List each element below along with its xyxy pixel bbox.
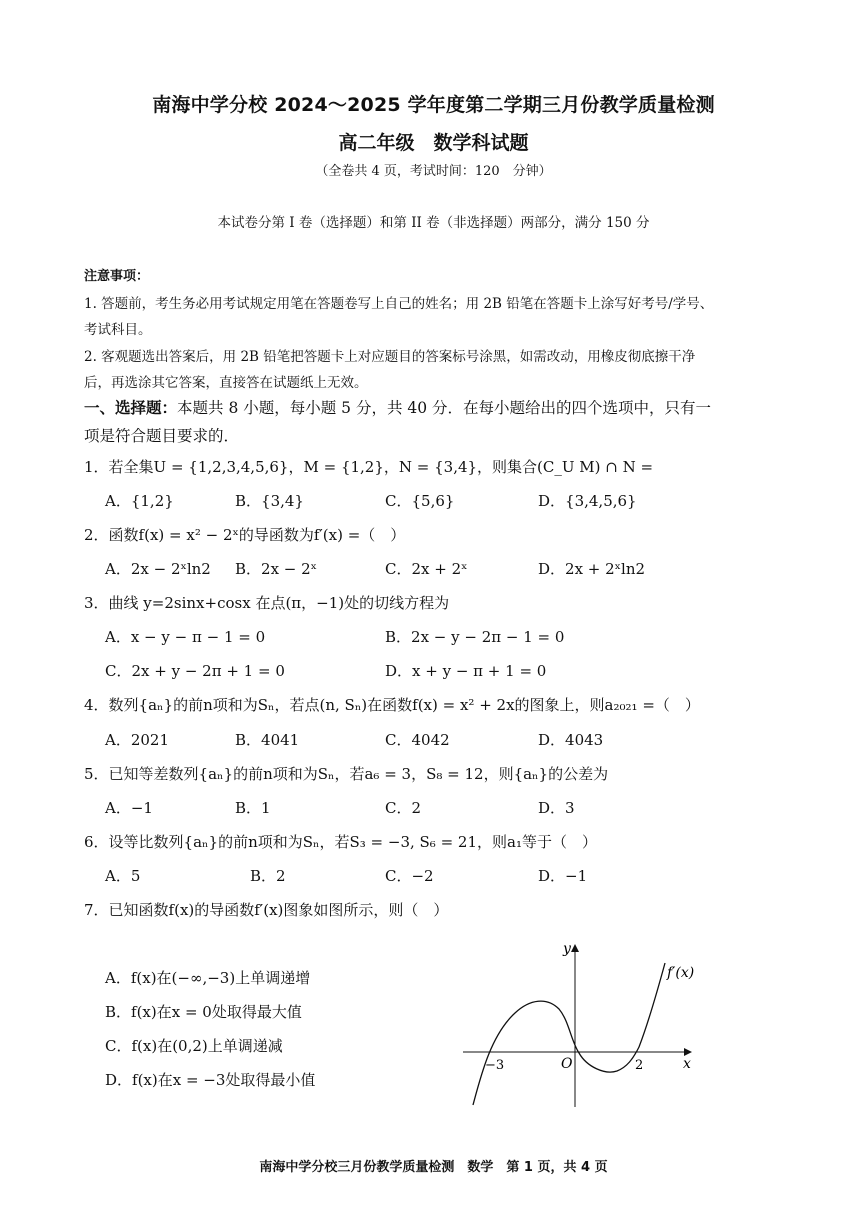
derivative-graph: [455, 935, 705, 1110]
question-2-option-d: D．2x + 2ˣln2: [538, 560, 646, 578]
exam-intro: 本试卷分第 I 卷（选择题）和第 II 卷（非选择题）两部分，满分 150 分: [217, 215, 650, 231]
y-axis-label: y: [563, 941, 571, 957]
section-1-desc-2: 项是符合题目要求的．: [84, 427, 240, 445]
question-7-stem: 7．已知函数f(x)的导函数f′(x)图象如图所示，则（ ）: [84, 901, 449, 919]
question-7-option-a: A．f(x)在(−∞,−3)上单调递增: [105, 969, 311, 987]
question-5-option-a: A．−1: [105, 799, 153, 817]
question-1-option-c: C．{5,6}: [385, 492, 455, 510]
question-1-option-a: A．{1,2}: [105, 492, 174, 510]
question-7-option-c: C．f(x)在(0,2)上单调递减: [105, 1037, 283, 1055]
question-2-option-b: B．2x − 2ˣ: [235, 560, 318, 578]
note-2-line-1: 2. 客观题选出答案后，用 2B 铅笔把答题卡上对应题目的答案标号涂黑，如需改动，用橡皮彻底擦干净: [84, 349, 696, 365]
note-1-line-2: 考试科目。: [84, 322, 152, 338]
question-6-option-b: B．2: [250, 867, 286, 885]
question-4-stem: 4．数列{aₙ}的前n项和为Sₙ，若点(n, Sₙ)在函数f(x) = x² + 2x的图象上，则a₂₀₂₁ =（ ）: [84, 696, 700, 714]
question-4-option-b: B．4041: [235, 731, 300, 749]
question-3-option-b: B．2x − y − 2π − 1 = 0: [385, 628, 565, 646]
section-1-heading: 一、选择题：: [84, 399, 178, 417]
question-6-option-c: C．−2: [385, 867, 434, 885]
question-3-option-d: D．x + y − π + 1 = 0: [385, 662, 547, 680]
section-1-heading-line: [84, 396, 711, 418]
question-3-option-c: C．2x + y − 2π + 1 = 0: [105, 662, 285, 680]
origin-label: O: [561, 1056, 573, 1072]
tick-label-2: 2: [635, 1058, 644, 1073]
question-4-option-c: C．4042: [385, 731, 450, 749]
x-axis-label: x: [683, 1056, 691, 1072]
question-2-option-c: C．2x + 2ˣ: [385, 560, 468, 578]
exam-subtitle-grade: 高二年级 数学科试题: [338, 132, 529, 154]
curve-label: f′(x): [667, 965, 695, 981]
question-5-option-b: B．1: [235, 799, 271, 817]
question-1-option-d: D．{3,4,5,6}: [538, 492, 637, 510]
page-footer: 南海中学分校三月份教学质量检测 数学 第 1 页，共 4 页: [259, 1160, 608, 1175]
exam-duration-note: （全卷共 4 页，考试时间：120 分钟）: [315, 164, 552, 179]
notes-title: 注意事项：: [84, 269, 150, 284]
note-1-line-1: 1. 答题前，考生务必用考试规定用笔在答题卷写上自己的姓名；用 2B 铅笔在答题卡上涂写好考号/学号、: [84, 296, 714, 312]
question-3-option-a: A．x − y − π − 1 = 0: [105, 628, 266, 646]
question-5-stem: 5．已知等差数列{aₙ}的前n项和为Sₙ，若a₆ = 3，S₈ = 12，则{aₙ}的公差为: [84, 765, 609, 783]
question-7-option-b: B．f(x)在x = 0处取得最大值: [105, 1003, 302, 1021]
question-1-option-b: B．{3,4}: [235, 492, 304, 510]
question-4-option-a: A．2021: [105, 731, 170, 749]
exam-title: 南海中学分校 2024～2025 学年度第二学期三月份教学质量检测: [152, 94, 715, 116]
section-1-desc-1: 本题共 8 小题，每小题 5 分，共 40 分．在每小题给出的四个选项中，只有一: [177, 399, 712, 417]
question-6-option-a: A．5: [105, 867, 141, 885]
tick-label-neg3: −3: [485, 1058, 505, 1073]
derivative-curve: [473, 963, 665, 1105]
question-2-stem: 2．函数f(x) = x² − 2ˣ的导函数为f′(x) =（ ）: [84, 526, 406, 544]
question-5-option-c: C．2: [385, 799, 422, 817]
note-2-line-2: 后，再选涂其它答案，直接答在试题纸上无效。: [84, 375, 368, 391]
question-4-option-d: D．4043: [538, 731, 604, 749]
question-1-stem: 1．若全集U = {1,2,3,4,5,6}，M = {1,2}，N = {3,4}，则集合(C_U M) ∩ N =: [84, 458, 654, 476]
question-6-stem: 6．设等比数列{aₙ}的前n项和为Sₙ，若S₃ = −3, S₆ = 21，则a₁等于（ ）: [84, 833, 597, 851]
question-5-option-d: D．3: [538, 799, 575, 817]
question-3-stem: 3．曲线 y=2sinx+cosx 在点(π，−1)处的切线方程为: [84, 594, 450, 612]
question-2-option-a: A．2x − 2ˣln2: [105, 560, 211, 578]
question-6-option-d: D．−1: [538, 867, 588, 885]
question-7-option-d: D．f(x)在x = −3处取得最小值: [105, 1071, 316, 1089]
